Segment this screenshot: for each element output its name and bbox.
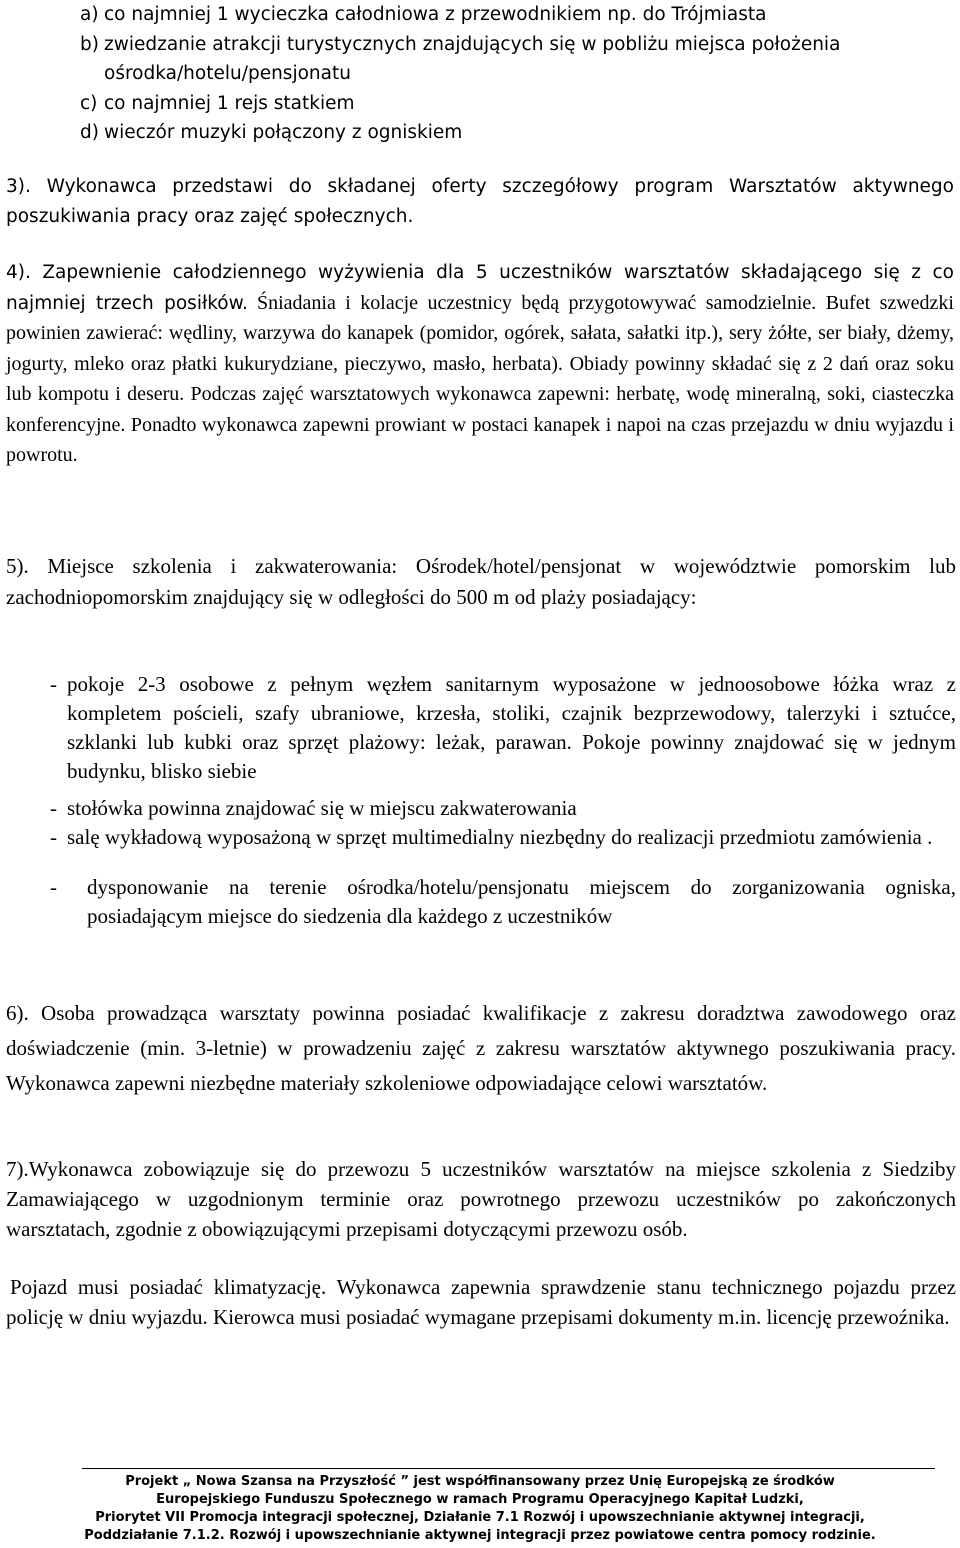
paragraph-8: Pojazd musi posiadać klimatyzację. Wykonawca zapewnia sprawdzenie stanu technicznego pojazdu przez policję w dniu wyjazdu. Kierowca musi posiadać wymagane przepisami dokumenty m.in. licencję przewoźnika. [6,1275,956,1329]
list-item-label: a) [80,4,99,25]
list-item [50,873,956,931]
list-item-text: stołówka powinna znajdować się w miejscu zakwaterowania [67,796,577,820]
footer-divider [82,1468,935,1469]
paragraph-4-body: Śniadania i kolacje uczestnicy będą przygotowywać samodzielnie. Bufet szwedzki powinien zawierać: wędliny, warzywa do kanapek (pomidor, ogórek, sałata, sałatki itp.), sery żółte, ser biały, dżemy, jogurty, mleko oraz płatki kukurydziane, pieczywo, masło, herbata). Obiady powinny składać się z 2 dań oraz soku lub kompotu i deseru. Podczas zajęć warsztatowych wykonawca zapewni: herbatę, wodę mineralną, soki, ciasteczka konferencyjne. Ponadto wykonawca zapewni prowiant w postaci kanapek i napoi na czas przejazdu w dniu wyjazdu i powrotu. [6,291,954,466]
list-dash: - [50,825,57,849]
footer-line: Priorytet VII Promocja integracji społecznej, Działanie 7.1 Rozwój i upowszechnianie aktywnej integracji, [95,1510,865,1525]
footer-line: Projekt „ Nowa Szansa na Przyszłość ” jest współfinansowany przez Unię Europejską ze środków [125,1474,835,1489]
list-item-label: c) [80,92,98,114]
footer-line: Europejskiego Funduszu Społecznego w ramach Programu Operacyjnego Kapitał Ludzki, [156,1492,804,1507]
list-item [80,30,960,89]
list-item [50,794,956,823]
paragraph-5: 5). Miejsce szkolenia i zakwaterowania: Ośrodek/hotel/pensjonat w województwie pomorskim lub zachodniopomorskim znajdujący się w odległości do 500 m od plaży posiadający: [6,554,956,609]
list-dash: - [50,672,57,696]
list-item-text: co najmniej 1 rejs statkiem [104,92,355,114]
list-item-text: pokoje 2-3 osobowe z pełnym węzłem sanitarnym wyposażone w jednoosobowe łóżka wraz z kompletem pościeli, szafy ubraniowe, krzesła, stoliki, czajnik bezprzewodowy, talerzyki i sztućce, szklanki lub kubki oraz sprzęt plażowy: leżak, parawan. Pokoje powinny znajdować się w jednym budynku, blisko siebie [67,672,956,783]
paragraph-4 [6,258,954,472]
footer [0,1473,960,1545]
list-item [80,0,960,30]
requirements-list [50,670,956,931]
list-item-text: dysponowanie na terenie ośrodka/hotelu/pensjonatu miejscem do zorganizowania ogniska, posiadającym miejsce do siedzenia dla każdego z uczestników [87,875,956,928]
list-item [50,670,956,786]
program-list [80,0,960,148]
list-item-label: d) [80,122,99,143]
list-item-text: co najmniej 1 wycieczka całodniowa z przewodnikiem np. do Trójmiasta [104,4,767,25]
list-dash: - [50,796,57,820]
list-item-text: wieczór muzyki połączony z ogniskiem [104,122,463,143]
list-item-text: salę wykładową wyposażoną w sprzęt multimedialny niezbędny do realizacji przedmiotu zamówienia . [67,825,933,849]
list-dash: - [50,875,57,899]
list-item [80,118,960,148]
paragraph-4-intro: 4). Zapewnienie całodziennego wyżywienia dla 5 uczestników warsztatów składającego się z co najmniej trzech posiłków. [6,262,954,314]
list-item-text: zwiedzanie atrakcji turystycznych znajdujących się w pobliżu miejsca położenia ośrodka/hotelu/pensjonatu [104,33,841,84]
footer-line: Poddziałanie 7.1.2. Rozwój i upowszechnianie aktywnej integracji przez powiatowe centra pomocy rodzinie. [84,1528,876,1543]
paragraph-6: 6). Osoba prowadząca warsztaty powinna posiadać kwalifikacje z zakresu doradztwa zawodowego oraz doświadczenie (min. 3-letnie) w prowadzeniu zajęć z zakresu warsztatów aktywnego poszukiwania pracy. Wykonawca zapewni niezbędne materiały szkoleniowe odpowiadające celowi warsztatów. [6,1001,956,1095]
paragraph-7: 7).Wykonawca zobowiązuje się do przewozu 5 uczestników warsztatów na miejsce szkolenia z Siedziby Zamawiającego w uzgodnionym terminie oraz powrotnego przewozu uczestników po zakończonych warsztatach, zgodnie z obowiązującymi przepisami dotyczącymi przewozu osób. [6,1157,956,1241]
list-item [80,89,960,119]
list-item-label: b) [80,33,99,55]
list-item [50,823,956,852]
paragraph-3: 3). Wykonawca przedstawi do składanej oferty szczegółowy program Warsztatów aktywnego poszukiwania pracy oraz zajęć społecznych. [6,176,954,227]
